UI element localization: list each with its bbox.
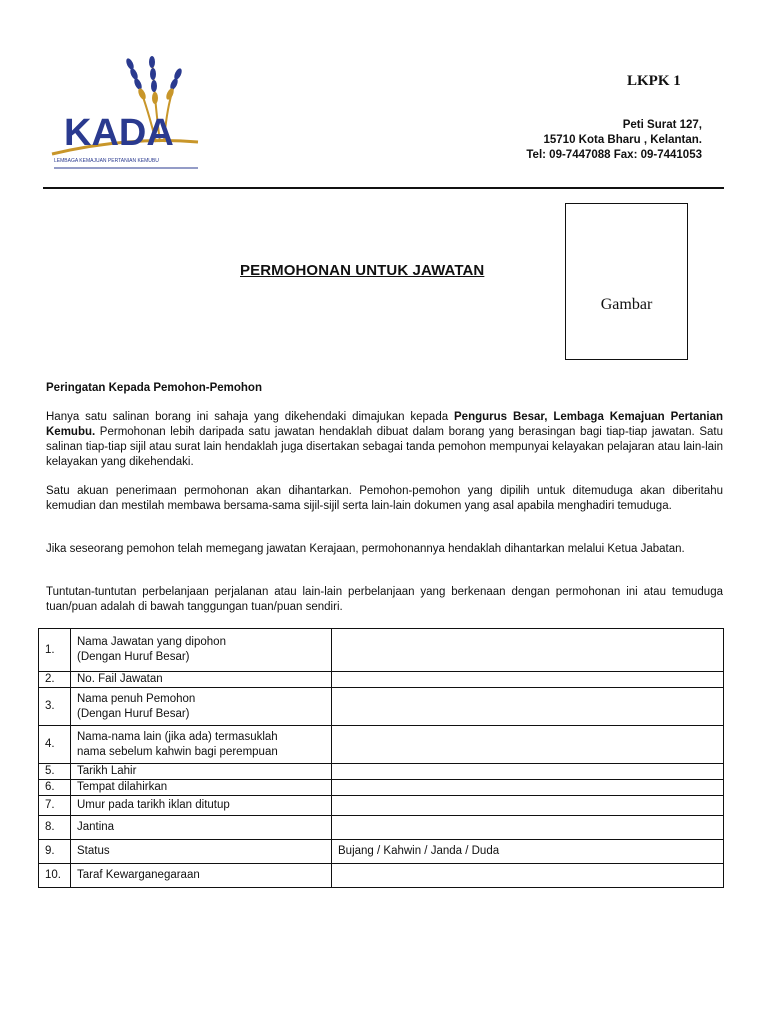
table-row: [39, 629, 724, 672]
paragraph-text: Permohonan lebih daripada satu jawatan hendaklah dibuat dalam borang yang berasingan bagi tiap-tiap jawatan. Satu salinan tiap-tiap sijil atau surat lain hendaklah juga disertakan sebagai tanda pemohon mempunyai kelayakan pelajaran atau lain-lain kelayakan yang dikehendaki.: [46, 426, 723, 468]
answer-field[interactable]: [332, 672, 724, 688]
answer-field[interactable]: [332, 816, 724, 840]
page-title: PERMOHONAN UNTUK JAWATAN: [240, 262, 485, 279]
logo-subtitle: LEMBAGA KEMAJUAN PERTANIAN KEMUBU: [54, 158, 159, 164]
table-row: [39, 780, 724, 796]
row-label-line: Nama penuh Pemohon: [77, 692, 196, 705]
row-number: 5.: [39, 764, 71, 780]
row-label: Tempat dilahirkan: [71, 780, 332, 796]
table-row: [39, 796, 724, 816]
notice-paragraph-1: [46, 410, 723, 470]
row-label: Jantina: [71, 816, 332, 840]
application-form-table: [38, 628, 724, 888]
row-number: 1.: [39, 629, 71, 672]
header-divider: [43, 187, 724, 189]
paragraph-text: Hanya satu salinan borang ini sahaja yang dikehendaki dimajukan kepada: [46, 411, 455, 423]
kada-logo: [48, 50, 208, 175]
row-label-line: (Dengan Huruf Besar): [77, 651, 190, 663]
table-row: [39, 688, 724, 726]
row-label: [71, 726, 332, 764]
answer-field[interactable]: [332, 629, 724, 672]
row-number: 8.: [39, 816, 71, 840]
table-row: [39, 840, 724, 864]
answer-field[interactable]: [332, 764, 724, 780]
answer-field[interactable]: [332, 726, 724, 764]
form-code: LKPK 1: [627, 73, 681, 89]
row-label: No. Fail Jawatan: [71, 672, 332, 688]
photo-box[interactable]: [565, 203, 688, 360]
row-number: 6.: [39, 780, 71, 796]
notice-paragraph-2: Satu akuan penerimaan permohonan akan dihantarkan. Pemohon-pemohon yang dipilih untuk ditemuduga akan diberitahu kemudian dan mestilah membawa bersama-sama sijil-sijil serta lain-lain dokumen yang asal apabila menghadiri temuduga.: [46, 485, 723, 512]
notice-paragraph-4: Tuntutan-tuntutan perbelanjaan perjalanan atau lain-lain perbelanjaan yang berkenaan dengan permohonan ini atau temuduga tuan/puan adalah di bawah tanggungan tuan/puan sendiri.: [46, 586, 723, 613]
row-label: [71, 688, 332, 726]
row-number: 4.: [39, 726, 71, 764]
table-row: [39, 816, 724, 840]
kada-logo-graphic: [48, 50, 208, 175]
notice-paragraph-3: Jika seseorang pemohon telah memegang jawatan Kerajaan, permohonannya hendaklah dihantarkan melalui Ketua Jabatan.: [46, 543, 685, 555]
photo-label: Gambar: [600, 296, 653, 313]
row-label: Taraf Kewarganegaraan: [71, 864, 332, 888]
row-number: 2.: [39, 672, 71, 688]
phone-fax-line: Tel: 09-7447088 Fax: 09-7441053: [526, 149, 702, 161]
row-label: [71, 629, 332, 672]
address-line: Peti Surat 127,: [622, 119, 702, 131]
answer-field[interactable]: [332, 864, 724, 888]
table-row: [39, 672, 724, 688]
status-options[interactable]: Bujang / Kahwin / Janda / Duda: [332, 840, 724, 864]
table-row: [39, 726, 724, 764]
row-number: 9.: [39, 840, 71, 864]
logo-wordmark: KADA: [64, 112, 174, 154]
row-label-line: (Dengan Huruf Besar): [77, 707, 190, 720]
row-number: 3.: [39, 688, 71, 726]
answer-field[interactable]: [332, 688, 724, 726]
row-number: 10.: [39, 864, 71, 888]
answer-field[interactable]: [332, 796, 724, 816]
table-row: [39, 864, 724, 888]
answer-field[interactable]: [332, 780, 724, 796]
row-label-line: Nama-nama lain (jika ada) termasuklah: [77, 730, 278, 743]
notice-heading: Peringatan Kepada Pemohon-Pemohon: [46, 382, 262, 394]
paragraph-bold-text: Pengurus Besar, Lembaga Kemajuan Pertanian Kemubu.: [46, 411, 724, 438]
row-label-line: nama sebelum kahwin bagi perempuan: [77, 745, 278, 758]
address-line: 15710 Kota Bharu , Kelantan.: [543, 134, 702, 146]
row-label-line: Nama Jawatan yang dipohon: [77, 636, 226, 648]
row-number: 7.: [39, 796, 71, 816]
row-label: Status: [71, 840, 332, 864]
address-block: [526, 118, 702, 163]
table-row: [39, 764, 724, 780]
row-label: Umur pada tarikh iklan ditutup: [71, 796, 332, 816]
row-label: Tarikh Lahir: [71, 764, 332, 780]
